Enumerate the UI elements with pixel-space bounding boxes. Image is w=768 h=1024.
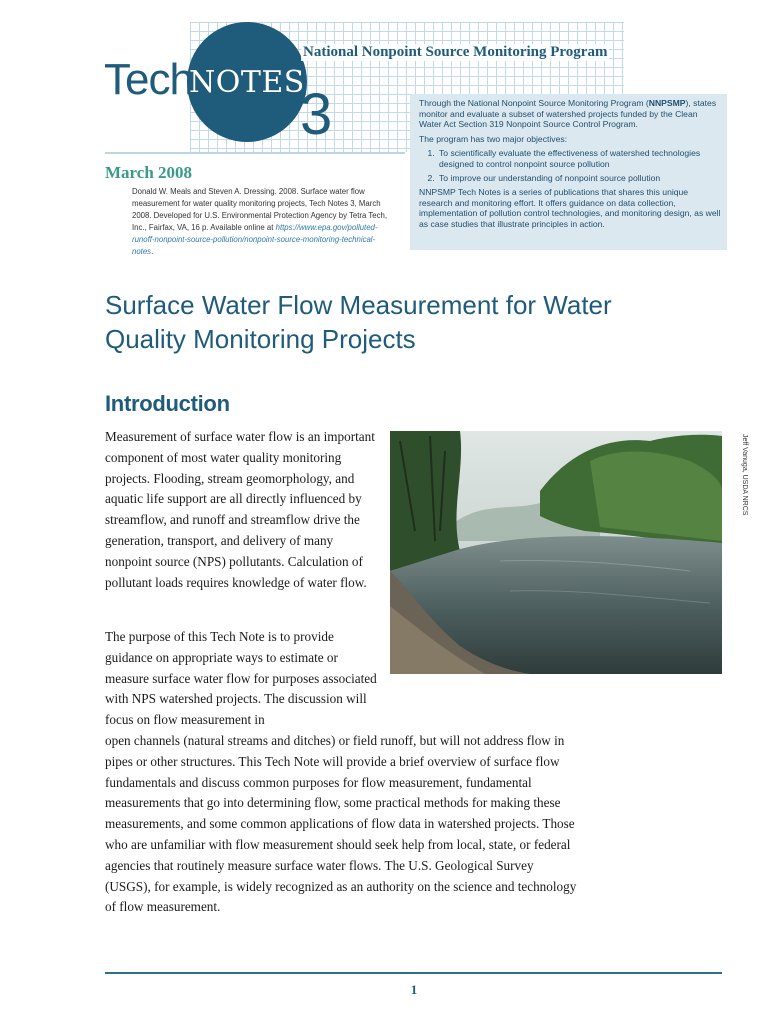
info-intro [419,98,721,130]
program-name: National Nonpoint Source Monitoring Program [303,44,608,60]
info-intro-acronym: NNPSMP [648,98,686,108]
issue-date: March 2008 [105,163,193,182]
photo-credit: Jeff Vanuga, USDA NRCS [741,434,748,516]
citation [132,186,394,258]
objective-item: 2. To improve our understanding of nonpoint source pollution [437,173,721,184]
info-intro-after: ), states monitor and evaluate a subset of watershed projects funded by the Clean Water Act Section 319 Nonpoint Source Control Program. [419,98,717,130]
intro-paragraph-2-bottom: open channels (natural streams and ditches) or field runoff, but will not address flow in pipes or other structures. This Tech Note will provide a brief overview of surface flow fundamentals and discuss common purposes for flow measurement, fundamental measurements that go into determining flow, some practical methods for making these measurements, and some common applications of flow data in watershed projects. Those who are unfamiliar with flow measurement should seek help from local, state, or federal agencies that routinely measure surface water flows. The U.S. Geological Survey (USGS), for example, is widely recognized as an authority on the science and technology of flow measurement. [105,733,577,915]
intro-paragraph-2-top: The purpose of this Tech Note is to provide guidance on appropriate ways to estimate or measure surface water flow for purposes associated with NPS watershed projects. The discussion will focus on flow measurement in [105,629,377,728]
intro-paragraph-1: Measurement of surface water flow is an important component of most water quality monitoring projects. Flooding, stream geomorphology, and aquatic life support are all directly influenced by streamflow, and runoff and streamflow drive the generation, transport, and delivery of many nonpoint source (NPS) pollutants. Calculation of pollutant loads requires knowledge of water flow. [105,429,375,590]
river-photo-illustration [390,431,722,674]
page-number: 1 [410,982,418,997]
document-title: Surface Water Flow Measurement for Water Quality Monitoring Projects [105,290,612,354]
issue-number: 3 [300,82,333,147]
footer-divider [105,972,722,974]
program-info-box [410,94,727,250]
info-intro-before: Through the National Nonpoint Source Monitoring Program ( [419,98,649,108]
citation-text: Donald W. Meals and Steven A. Dressing. 2008. Surface water flow measurement for water quality monitoring projects, Tech Notes 3, March 2008. Developed for U.S. Environmental Protection Agency by Tetra Tech, Inc., Fairfax, VA, 16 p. Available online at [132,187,387,232]
logo-tech-word: Tech [104,55,193,104]
objectives-intro: The program has two major objectives: [419,133,568,144]
header-divider [105,152,405,154]
objective-item: 1. To scientifically evaluate the effectiveness of watershed technologies designed to control nonpoint source pollution [437,148,721,169]
objectives-list [419,148,721,183]
river-photo [390,431,722,674]
section-heading-introduction: Introduction [105,391,230,416]
citation-url[interactable]: https://www.epa.gov/polluted-runoff-nonpoint-source-pollution/nonpoint-source-monitoring-technical-notes [132,223,378,256]
series-description: NNPSMP Tech Notes is a series of publications that shares this unique research and monitoring effort. It offers guidance on data collection, implementation of pollution control technologies, and monitoring design, as well as case studies that illustrate principles in action. [419,187,721,229]
citation-end: . [151,247,154,256]
logo-notes-word: NOTES [189,65,305,100]
